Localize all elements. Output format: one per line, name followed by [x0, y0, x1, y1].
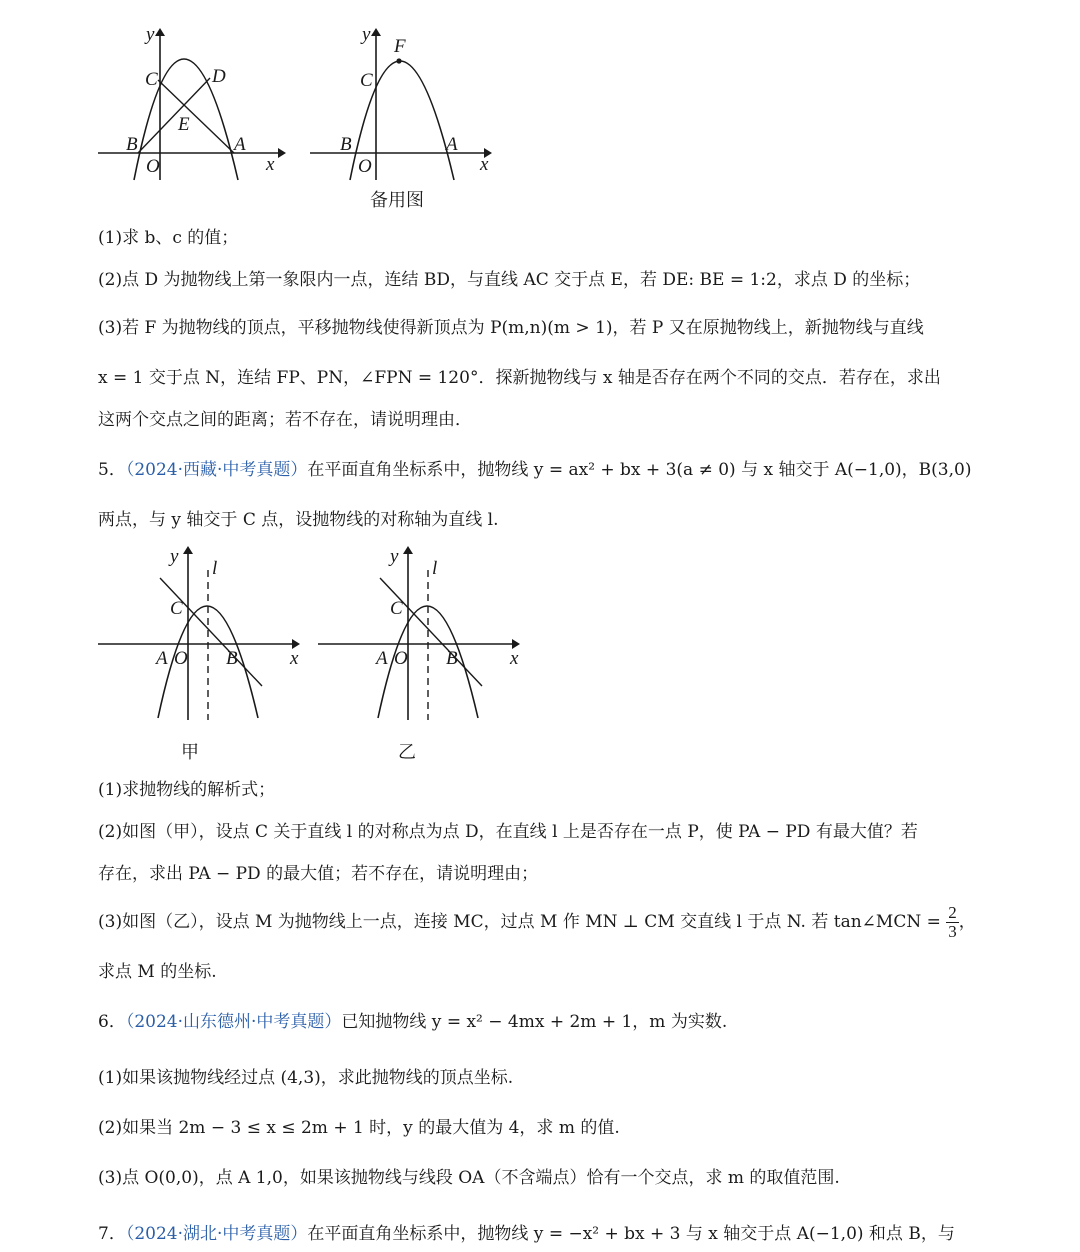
q6-number: 6．	[98, 1012, 126, 1032]
label-a: A	[234, 134, 246, 155]
label-x: x	[266, 154, 275, 175]
vertex-f-dot	[396, 58, 401, 63]
q5-stem-text: 在平面直角坐标系中，抛物线 y = ax² + bx + 3(a ≠ 0) 与 x 轴交于 A(−1,0)，B(3,0)	[307, 460, 972, 480]
q5-part2-line1: (2)如图（甲），设点 C 关于直线 l 的对称点为点 D，在直线 l 上是否存在一点 P，使 PA − PD 有最大值？若	[98, 822, 918, 842]
q5-stem-line2: 两点，与 y 轴交于 C 点，设抛物线的对称轴为直线 l.	[98, 510, 499, 530]
label-e: E	[178, 114, 190, 135]
q6-part3: (3)点 O(0,0)，点 A 1,0，如果该抛物线与线段 OA（不含端点）恰有一个交点，求 m 的取值范围.	[98, 1168, 840, 1188]
figure-parabola-cde	[90, 20, 290, 190]
q6-stem-text: 已知抛物线 y = x² − 4mx + 2m + 1，m 为实数.	[341, 1012, 728, 1032]
q4-part2: (2)点 D 为抛物线上第一象限内一点，连结 BD，与直线 AC 交于点 E，若 DE: BE = 1:2，求点 D 的坐标；	[98, 270, 921, 290]
label-c: C	[390, 598, 403, 619]
label-a: A	[446, 134, 458, 155]
line-cb	[380, 578, 482, 686]
q5-part2-line2: 存在，求出 PA − PD 的最大值；若不存在，请说明理由；	[98, 864, 539, 884]
label-b: B	[446, 648, 458, 669]
label-o: O	[394, 648, 408, 669]
label-b: B	[226, 648, 238, 669]
label-c: C	[170, 598, 183, 619]
label-x: x	[290, 648, 299, 669]
label-l: l	[432, 558, 438, 579]
y-axis-arrow	[371, 28, 381, 36]
caption-yi: 乙	[398, 742, 416, 763]
label-c: C	[360, 70, 373, 91]
label-y: y	[146, 24, 155, 45]
label-o: O	[146, 156, 160, 177]
label-y: y	[362, 24, 371, 45]
q6-stem	[98, 1010, 727, 1034]
label-a: A	[376, 648, 388, 669]
label-c: C	[145, 69, 158, 90]
figure-parabola-spare	[302, 20, 502, 190]
label-o: O	[358, 156, 372, 177]
q4-part3-line1: (3)若 F 为抛物线的顶点，平移抛物线使得新顶点为 P(m,n)(m > 1)，若 P 又在原抛物线上，新抛物线与直线	[98, 318, 924, 338]
figure-jia	[94, 540, 314, 730]
q5-part3-line1	[98, 902, 976, 942]
q7-stem-text: 在平面直角坐标系中，抛物线 y = −x² + bx + 3 与 x 轴交于点 A(−1,0) 和点 B，与	[307, 1224, 955, 1244]
q5-part3-comma: ，	[958, 912, 976, 932]
fraction-two-thirds	[946, 904, 959, 941]
q5-number: 5．	[98, 460, 126, 480]
y-axis-arrow	[183, 546, 193, 554]
q7-number: 7．	[98, 1224, 126, 1244]
q5-part3-line2: 求点 M 的坐标.	[98, 962, 217, 982]
label-x: x	[480, 154, 489, 175]
q4-part3-line3: 这两个交点之间的距离；若不存在，请说明理由．	[98, 410, 472, 430]
q4-part3-line2: x = 1 交于点 N，连结 FP、PN，∠FPN = 120°．探新抛物线与 x 轴是否存在两个不同的交点．若存在，求出	[98, 368, 941, 388]
label-y: y	[390, 546, 399, 567]
label-y: y	[170, 546, 179, 567]
q6-source: （2024·山东德州·中考真题）	[125, 1012, 342, 1032]
label-b: B	[126, 134, 138, 155]
y-axis-arrow	[403, 546, 413, 554]
line-cb	[160, 578, 262, 686]
q4-part1: (1)求 b、c 的值；	[98, 228, 239, 248]
fraction-numerator: 2	[948, 903, 957, 922]
label-a: A	[156, 648, 168, 669]
label-d: D	[212, 66, 226, 87]
q5-source: （2024·西藏·中考真题）	[125, 460, 308, 480]
segment-ac	[158, 80, 234, 153]
q5-part1: (1)求抛物线的解析式；	[98, 780, 276, 800]
q5-part3-text: (3)如图（乙），设点 M 为抛物线上一点，连接 MC，过点 M 作 MN ⊥ CM 交直线 l 于点 N. 若 tan∠MCN =	[98, 912, 941, 932]
label-l: l	[212, 558, 218, 579]
q6-part1: (1)如果该抛物线经过点 (4,3)，求此抛物线的顶点坐标.	[98, 1068, 514, 1088]
q5-stem-line1	[98, 458, 971, 482]
x-axis-arrow	[278, 148, 286, 158]
figure-yi	[314, 540, 534, 730]
fraction-denominator: 3	[948, 922, 957, 941]
q7-stem	[98, 1222, 955, 1246]
label-f: F	[394, 36, 406, 57]
q6-part2: (2)如果当 2m − 3 ≤ x ≤ 2m + 1 时，y 的最大值为 4，求 m 的值.	[98, 1118, 620, 1138]
label-o: O	[174, 648, 188, 669]
caption-jia: 甲	[181, 742, 199, 763]
caption-spare-figure: 备用图	[370, 190, 424, 211]
y-axis-arrow	[155, 28, 165, 36]
label-x: x	[510, 648, 519, 669]
q7-source: （2024·湖北·中考真题）	[125, 1224, 308, 1244]
label-b: B	[340, 134, 352, 155]
